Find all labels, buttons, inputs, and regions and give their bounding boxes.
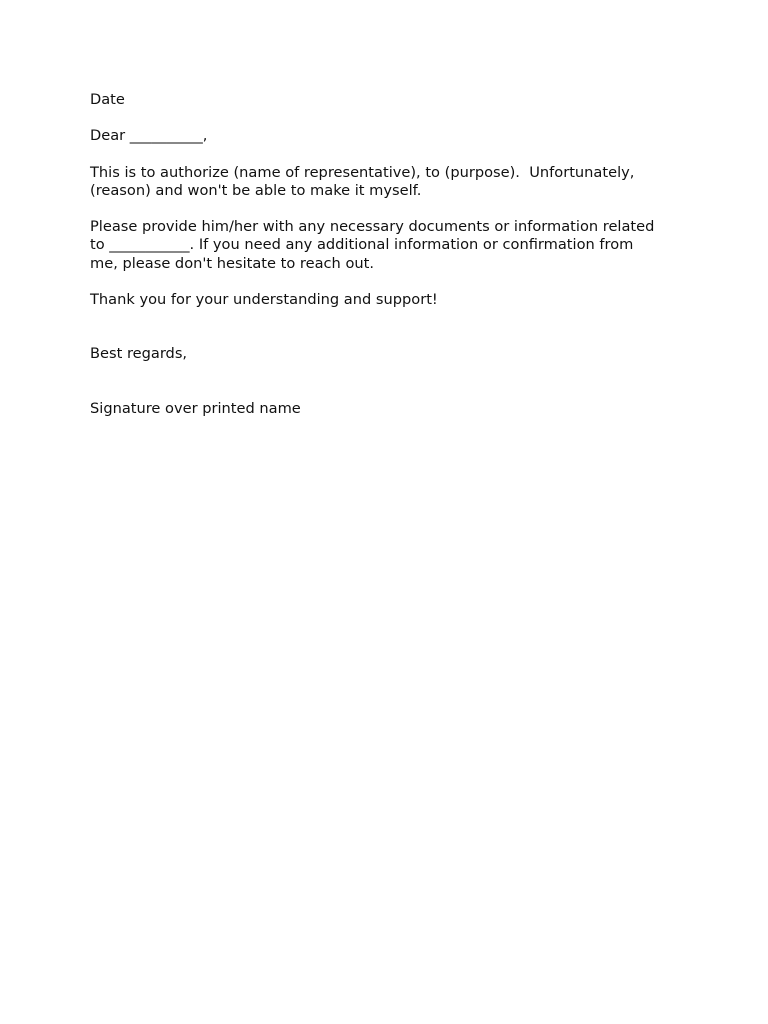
letter-body	[90, 91, 690, 418]
date-line: Date	[90, 91, 125, 108]
paragraph-line: (reason) and won't be able to make it myself.	[90, 181, 422, 199]
paragraph-authorization	[90, 164, 690, 201]
paragraph-line: This is to authorize (name of representative), to (purpose). Unfortunately,	[90, 163, 635, 181]
paragraph-line: Please provide him/her with any necessary documents or information related	[90, 218, 655, 236]
thank-you-line: Thank you for your understanding and support!	[90, 291, 438, 309]
salutation: Dear __________,	[90, 127, 208, 145]
paragraph-request	[90, 218, 690, 273]
closing-line: Best regards,	[90, 345, 188, 363]
signature-line: Signature over printed name	[90, 399, 301, 417]
paragraph-line: me, please don't hesitate to reach out.	[90, 254, 374, 272]
paragraph-line: to ___________. If you need any additional information or confirmation from	[90, 236, 634, 254]
